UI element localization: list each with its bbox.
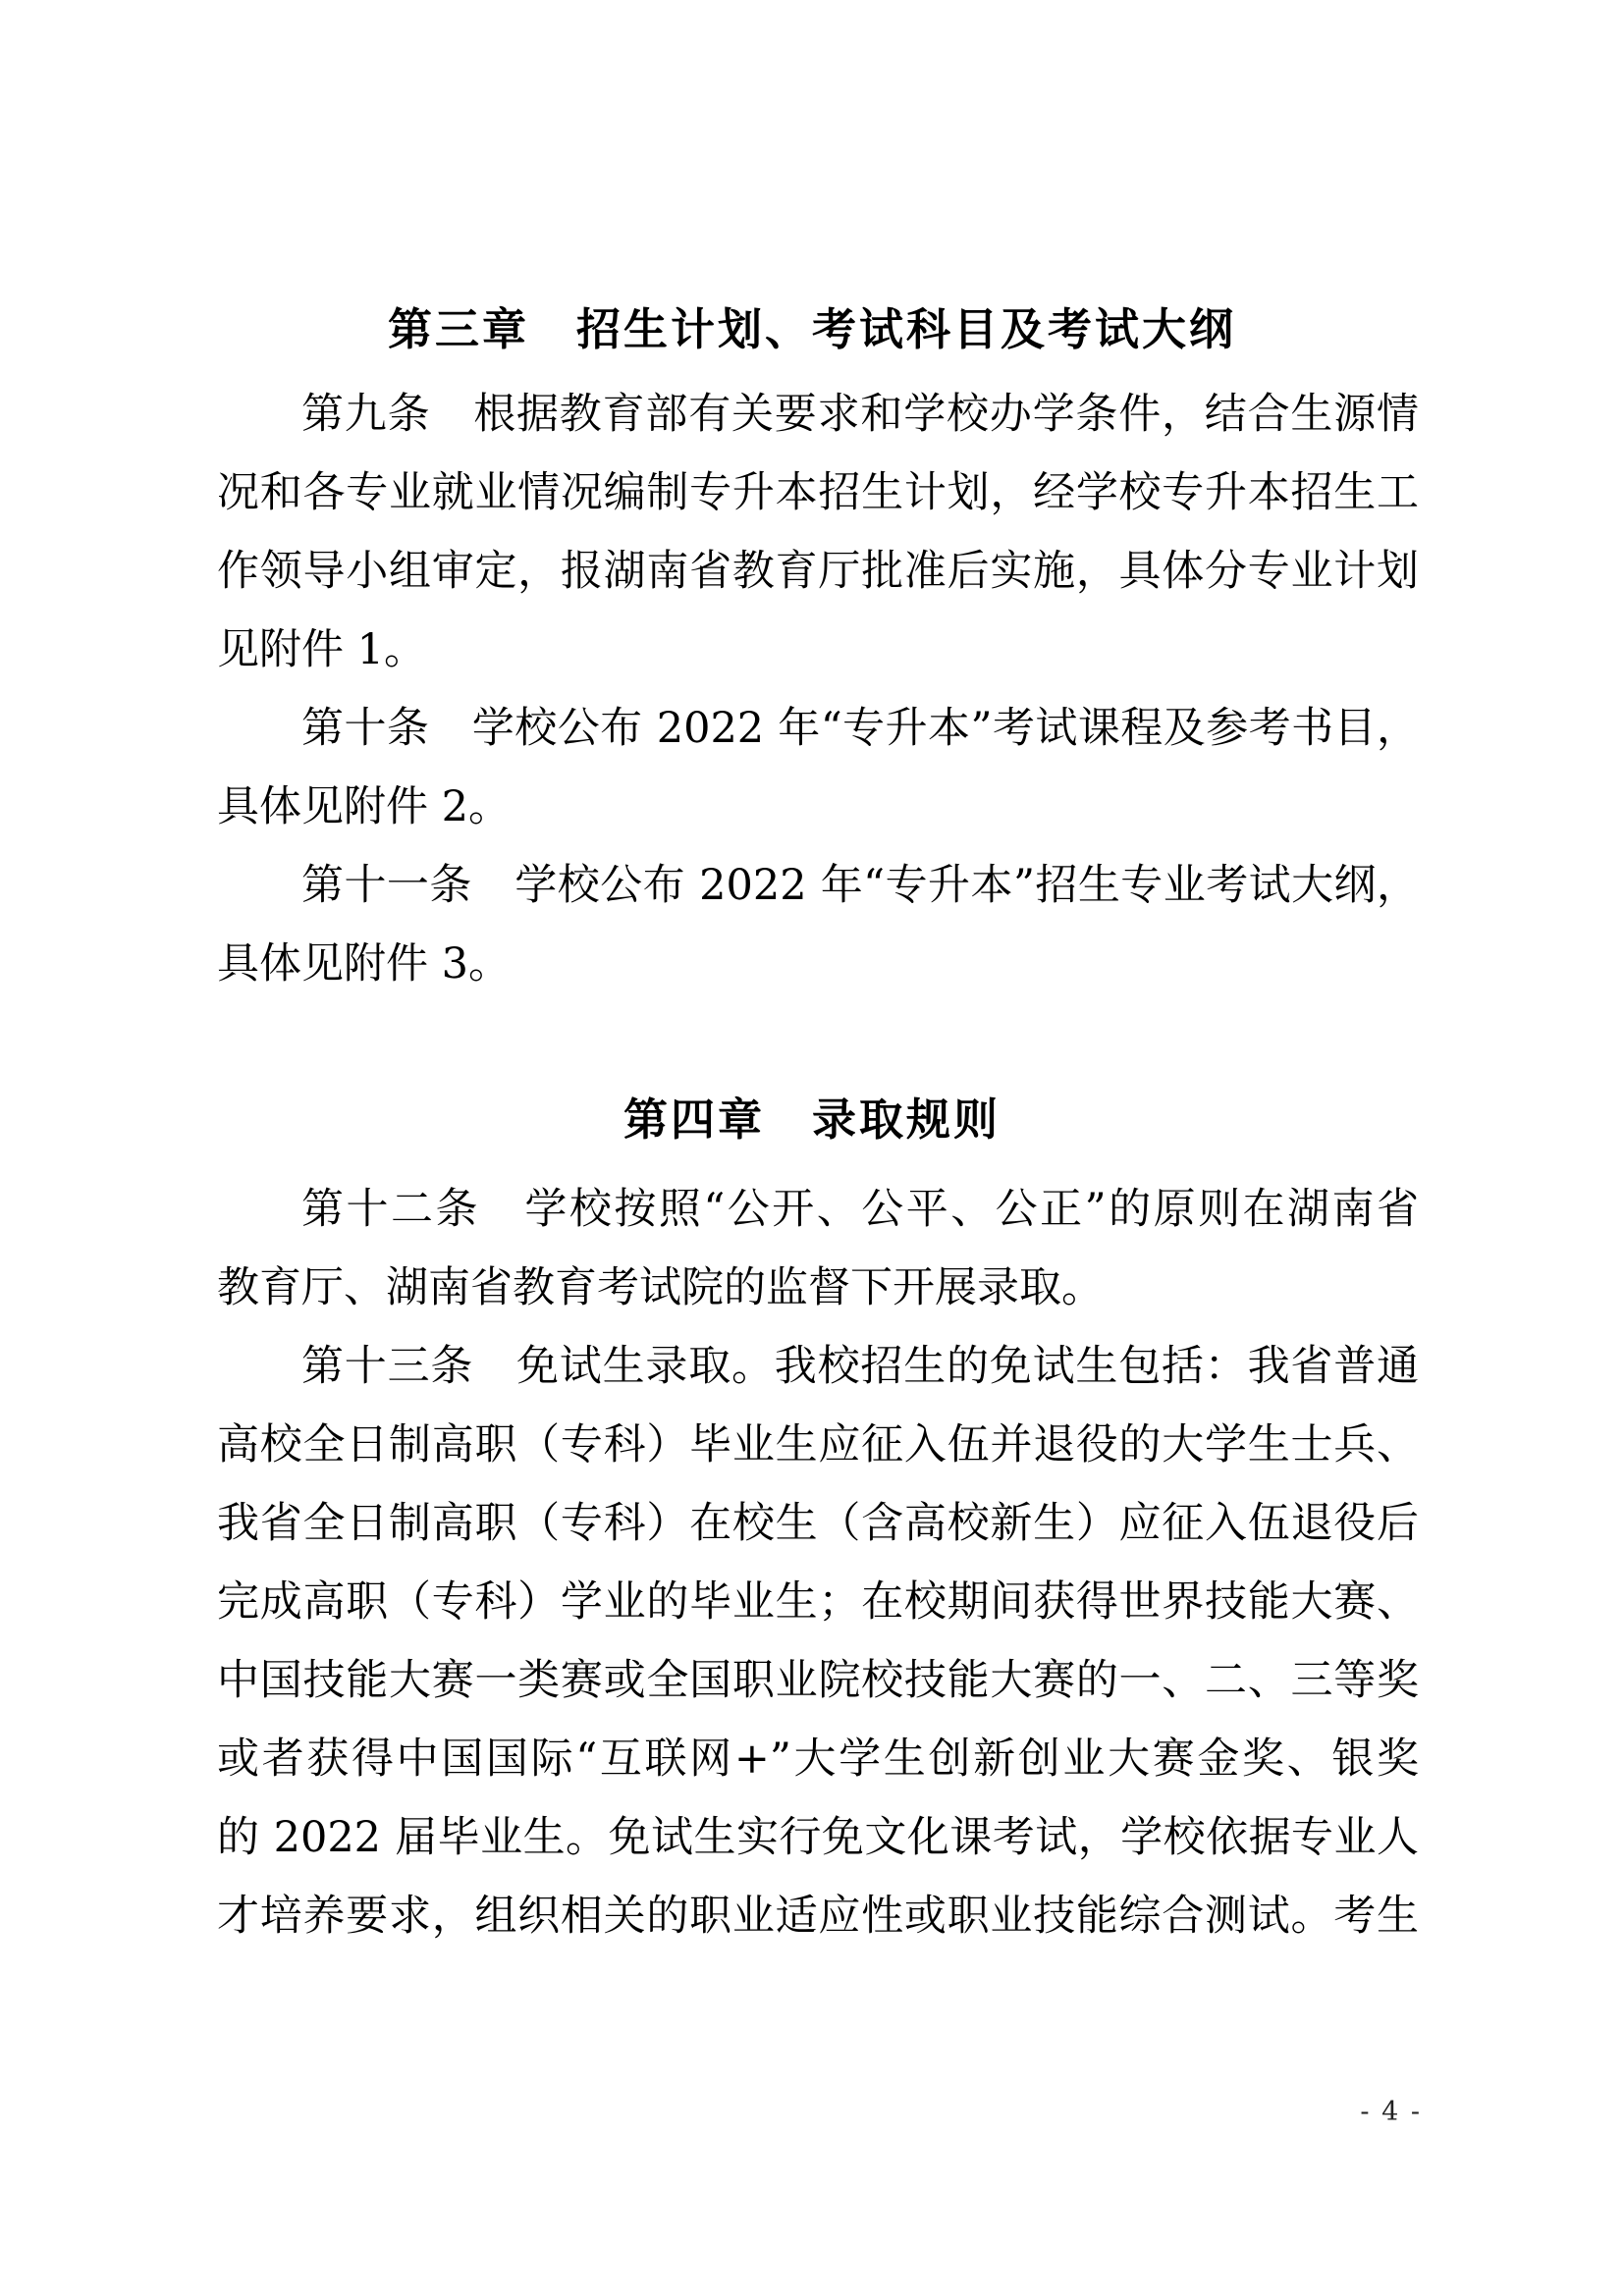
text-line: 第九条 根据教育部有关要求和学校办学条件，结合生源情: [301, 390, 1419, 439]
chapter-4-body: [217, 1170, 1419, 1955]
page-number: - 4 -: [1360, 2097, 1422, 2127]
text-line: 高校全日制高职（专科）毕业生应征入伍并退役的大学生士兵、: [217, 1420, 1419, 1469]
chapter-4-heading: 第四章 录取规则: [623, 1094, 1001, 1146]
text-line: 中国技能大赛一类赛或全国职业院校技能大赛的一、二、三等奖: [217, 1656, 1419, 1705]
text-line: 第十条 学校公布 2022 年“专升本”考试课程及参考书目，: [301, 704, 1419, 753]
text-line: 况和各专业就业情况编制专升本招生计划，经学校专升本招生工: [217, 468, 1419, 517]
text-line: 具体见附件 3。: [217, 939, 512, 988]
text-line: 具体见附件 2。: [217, 782, 512, 831]
text-line: 我省全日制高职（专科）在校生（含高校新生）应征入伍退役后: [217, 1499, 1419, 1548]
text-line: 作领导小组审定，报湖南省教育厅批准后实施，具体分专业计划: [217, 547, 1419, 596]
text-line: 见附件 1。: [217, 625, 427, 674]
text-line: 或者获得中国国际“互联网+”大学生创新创业大赛金奖、银奖: [217, 1735, 1419, 1784]
text-line: 完成高职（专科）学业的毕业生；在校期间获得世界技能大赛、: [217, 1577, 1419, 1627]
text-line: 的 2022 届毕业生。免试生实行免文化课考试，学校依据专业人: [217, 1813, 1419, 1862]
text-line: 第十二条 学校按照“公开、公平、公正”的原则在湖南省: [301, 1185, 1419, 1234]
text-line: 教育厅、湖南省教育考试院的监督下开展录取。: [217, 1263, 1104, 1312]
chapter-3-body: [217, 375, 1419, 1003]
text-line: 第十三条 免试生录取。我校招生的免试生包括：我省普通: [301, 1342, 1419, 1391]
chapter-3-heading: 第三章 招生计划、考试科目及考试大纲: [387, 303, 1236, 355]
text-line: 才培养要求，组织相关的职业适应性或职业技能综合测试。考生: [217, 1892, 1419, 1941]
text-line: 第十一条 学校公布 2022 年“专升本”招生专业考试大纲，: [301, 861, 1419, 910]
